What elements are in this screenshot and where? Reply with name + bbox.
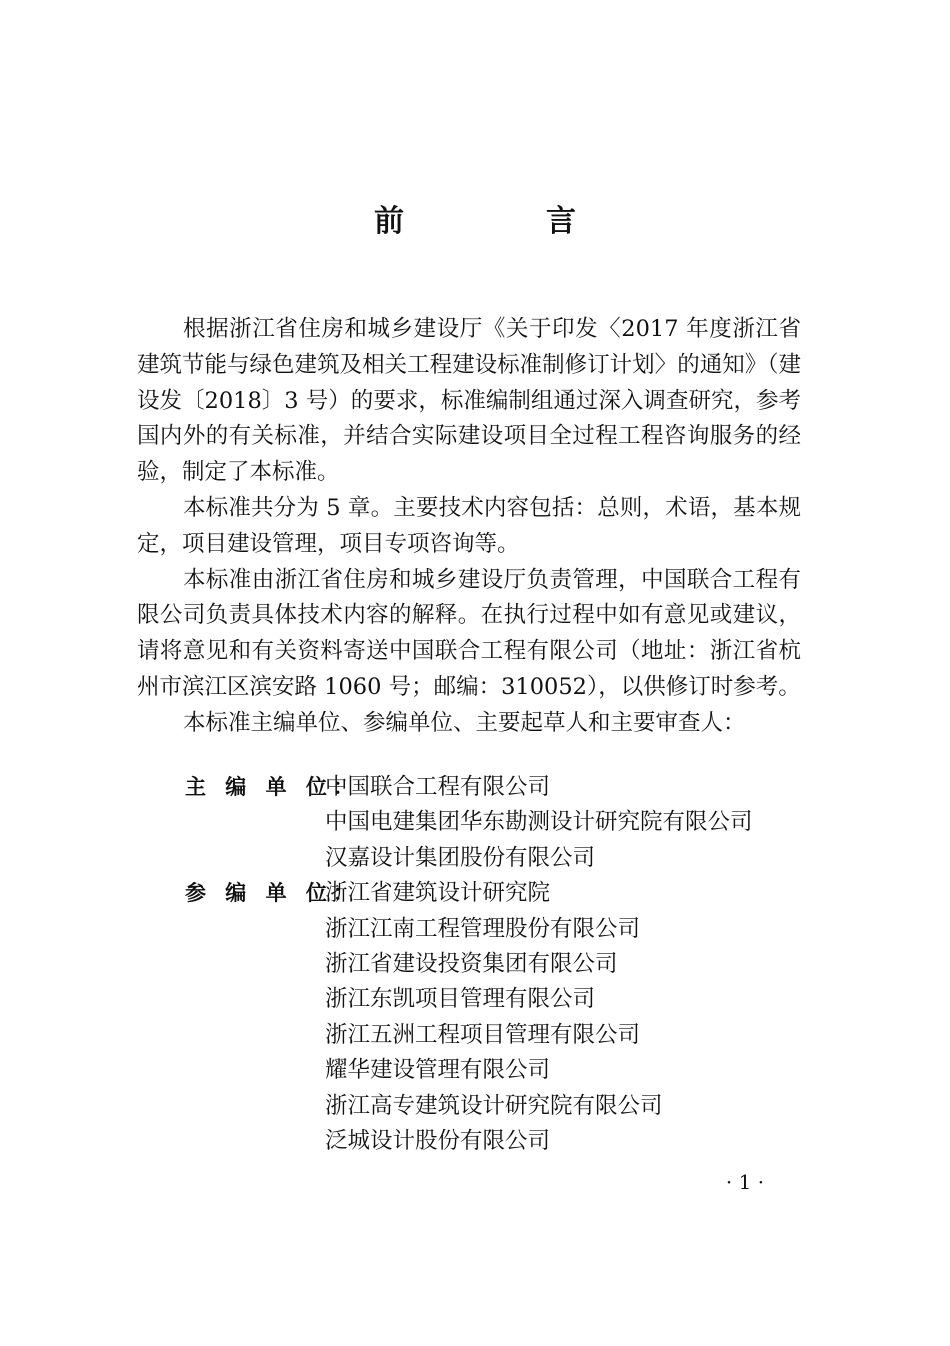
participating-units-list bbox=[325, 876, 663, 1159]
chief-units-group bbox=[185, 770, 805, 876]
participating-unit-item: 泛城设计股份有限公司 bbox=[325, 1128, 551, 1155]
participating-unit-item: 浙江高专建筑设计研究院有限公司 bbox=[325, 1092, 663, 1119]
chief-units-label: 主 编 单 位： bbox=[185, 775, 360, 799]
participating-unit-item: 浙江五洲工程项目管理有限公司 bbox=[325, 1021, 641, 1048]
participating-units-group bbox=[185, 876, 805, 1159]
participating-unit-item: 浙江江南工程管理股份有限公司 bbox=[325, 915, 641, 942]
preface-body bbox=[137, 312, 801, 742]
units-section bbox=[185, 770, 805, 1159]
chief-unit-item: 中国联合工程有限公司 bbox=[325, 774, 551, 800]
paragraph-management: 本标准由浙江省住房和城乡建设厅负责管理，中国联合工程有限公司负责具体技术内容的解释。在执行过程中如有意见或建议，请将意见和有关资料寄送中国联合工程有限公司（地址：浙江省杭州市滨江区滨安路 1060 号；邮编：310052），以供修订时参考。 bbox=[137, 566, 801, 700]
chief-units-list bbox=[325, 770, 753, 876]
page-title: 前 言 bbox=[374, 204, 632, 239]
paragraph-units-intro: 本标准主编单位、参编单位、主要起草人和主要审查人： bbox=[183, 709, 746, 736]
chief-unit-item: 中国电建集团华东勘测设计研究院有限公司 bbox=[325, 809, 753, 836]
participating-units-label: 参 编 单 位： bbox=[185, 881, 360, 906]
participating-unit-item: 耀华建设管理有限公司 bbox=[325, 1057, 551, 1084]
participating-unit-item: 浙江省建设投资集团有限公司 bbox=[325, 951, 618, 978]
participating-unit-item: 浙江东凯项目管理有限公司 bbox=[325, 986, 596, 1013]
page-number: · 1 · bbox=[725, 1170, 765, 1194]
paragraph-chapters: 本标准共分为 5 章。主要技术内容包括：总则，术语，基本规定，项目建设管理，项目专项咨询等。 bbox=[137, 494, 801, 557]
chief-unit-item: 汉嘉设计集团股份有限公司 bbox=[325, 844, 596, 871]
paragraph-background: 根据浙江省住房和城乡建设厅《关于印发〈2017 年度浙江省建筑节能与绿色建筑及相关工程建设标准制修订计划〉的通知》（建设发〔2018〕3 号）的要求，标准编制组通过深入调查研究，参考国内外的有关标准，并结合实际建设项目全过程工程咨询服务的经验，制定了本标准。 bbox=[137, 316, 801, 486]
participating-unit-item: 浙江省建筑设计研究院 bbox=[325, 880, 551, 907]
